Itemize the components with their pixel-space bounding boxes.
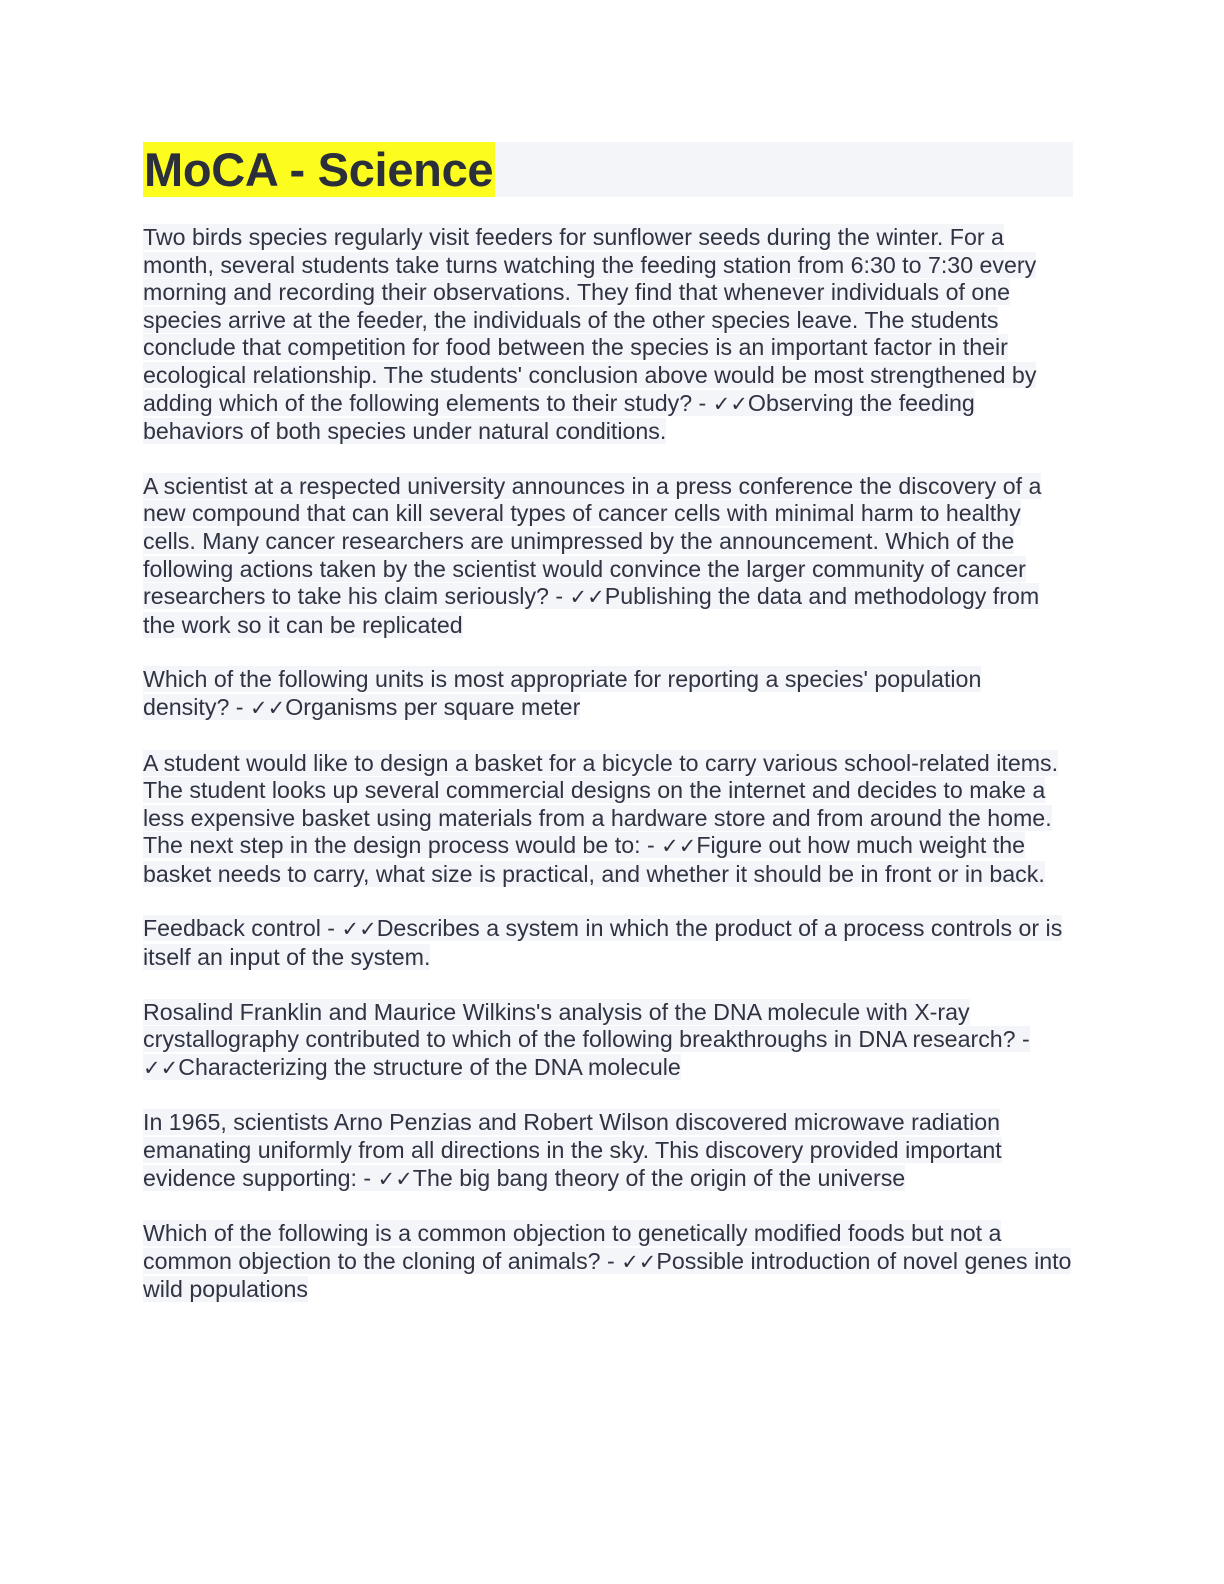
qa-item: [143, 666, 1073, 722]
question-text: Which of the following units is most appropriate for reporting a species' population density? -: [143, 666, 982, 720]
question-text: Feedback control -: [143, 915, 342, 942]
answer-text: Characterizing the structure of the DNA molecule: [178, 1053, 681, 1080]
answer-text: Figure out how much weight the basket needs to carry, what size is practical, and whether it should be in front or in back.: [143, 832, 1045, 887]
check-mark-icon: ✓✓: [661, 834, 697, 859]
check-mark-icon: ✓✓: [621, 1249, 657, 1274]
answer-text: Describes a system in which the product of a process controls or is itself an input of the system.: [143, 915, 1063, 971]
question-text: Rosalind Franklin and Maurice Wilkins's analysis of the DNA molecule with X-ray crystallography contributed to which of the following breakthroughs in DNA research? -: [143, 998, 1030, 1053]
check-mark-icon: ✓✓: [377, 1166, 413, 1191]
answer-text: Observing the feeding behaviors of both species under natural conditions.: [143, 389, 975, 445]
qa-item: [143, 999, 1073, 1083]
qa-item: [143, 224, 1073, 446]
check-mark-icon: ✓✓: [712, 391, 748, 416]
answer-text: Organisms per square meter: [285, 693, 581, 720]
question-text: A student would like to design a basket for a bicycle to carry various school-related items. The student looks up several commercial designs on the internet and decides to make a less expensive basket using materials from a hardware store and from around the home. The next step in the design process would be to: -: [143, 749, 1059, 859]
answer-text: The big bang theory of the origin of the universe: [412, 1164, 906, 1191]
qa-item: [143, 915, 1073, 971]
check-mark-icon: ✓✓: [143, 1055, 179, 1080]
question-text: A scientist at a respected university announces in a press conference the discovery of a new compound that can kill several types of cancer cells with minimal harm to healthy cells. Many cancer researchers are unimpressed by the announcement. Which of the following actions taken by the scientist would convince the larger community of cancer researchers to take his claim seriously? -: [143, 472, 1042, 610]
question-text: Which of the following is a common objection to genetically modified foods but not a common objection to the cloning of animals? -: [143, 1220, 1002, 1274]
qa-item: [143, 1220, 1073, 1304]
answer-text: Possible introduction of novel genes into wild populations: [143, 1247, 1072, 1303]
document-page: [143, 142, 1073, 1331]
check-mark-icon: ✓✓: [249, 695, 286, 720]
question-text: Two birds species regularly visit feeders for sunflower seeds during the winter. For a month, several students take turns watching the feeding station from 6:30 to 7:30 every morning and recording their observations. They find that whenever individuals of one species arrive at the feeder, the individuals of the other species leave. The students conclude that competition for food between the species is an important factor in their ecological relationship. The students' conclusion above would be most strengthened by adding which of the following elements to their study? -: [143, 224, 1037, 416]
qa-item: [143, 750, 1073, 889]
question-text: In 1965, scientists Arno Penzias and Robert Wilson discovered microwave radiation emanating uniformly from all directions in the sky. This discovery provided important evidence supporting: -: [143, 1109, 1002, 1191]
qa-list: [143, 224, 1073, 1304]
qa-item: [143, 473, 1073, 640]
check-mark-icon: ✓✓: [341, 917, 377, 942]
page-title: MoCA - Science: [144, 143, 494, 196]
title-bar: [143, 142, 1073, 197]
answer-text: Publishing the data and methodology from the work so it can be replicated: [143, 583, 1040, 638]
qa-item: [143, 1109, 1073, 1193]
check-mark-icon: ✓✓: [569, 585, 605, 610]
